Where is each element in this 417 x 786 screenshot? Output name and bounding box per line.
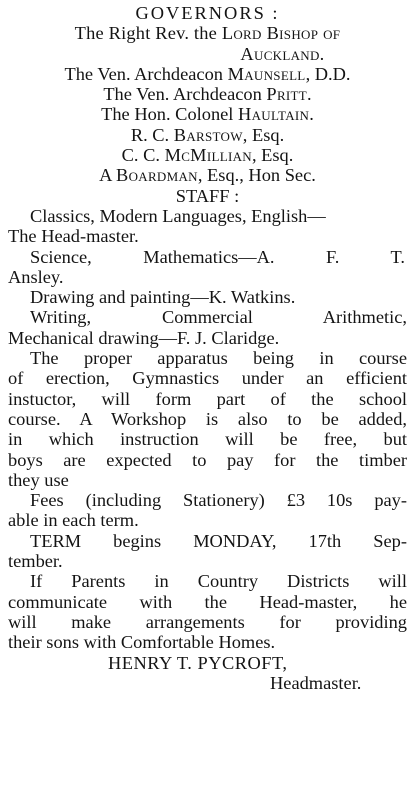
staff-line: Ansley. [8, 266, 64, 287]
governor-name: McMillian [164, 145, 252, 166]
governor-prefix: The Ven. Archdeacon [103, 84, 262, 105]
governor-prefix: The Hon. Colonel [101, 104, 234, 125]
notice-line: If Parents in Country Districts will [30, 571, 407, 592]
staff-line: Classics, Modern Languages, English— [30, 205, 326, 226]
notice-line: will make arrangements for providing [8, 611, 407, 632]
governor-1-continued: Auckland. [240, 43, 325, 64]
governor-6 [8, 145, 407, 165]
notice-line: TERM begins MONDAY, 17th Sep- [30, 530, 407, 551]
governor-name: Barstow [173, 124, 243, 145]
governor-prefix: The Right Rev. the [74, 23, 217, 44]
governor-5 [8, 125, 407, 145]
notice-line: in which instruction will be free, but [8, 429, 407, 450]
notice-line: boys are expected to pay for the timber [8, 449, 407, 470]
notice-line: able in each term. [8, 510, 139, 531]
governor-1 [8, 23, 407, 43]
notice-line: course. A Workshop is also to be added, [8, 408, 407, 429]
governor-4 [8, 104, 407, 124]
notice-line: tember. [8, 551, 63, 572]
governor-suffix: , D.D. [305, 63, 351, 84]
governor-suffix: . [307, 84, 312, 105]
governor-prefix: The Ven. Archdeacon [64, 63, 223, 84]
governor-suffix: , Esq., Hon Sec. [197, 165, 316, 186]
notice-line: The proper apparatus being in course [30, 348, 407, 369]
staff-line: Science, Mathematics—A. F. T. [30, 246, 405, 267]
staff-line: Mechanical drawing—F. J. Claridge. [8, 327, 280, 348]
governor-2 [8, 64, 407, 84]
governor-name: Pritt [266, 84, 308, 105]
governor-suffix: . [309, 104, 314, 125]
signature-name: HENRY T. PYCROFT, [108, 652, 288, 673]
governor-name: Boardman [116, 165, 198, 186]
staff-heading: STAFF : [175, 185, 240, 206]
notice-line: communicate with the Head-master, he [8, 591, 407, 612]
staff-line: Drawing and painting—K. Watkins. [30, 287, 296, 308]
governor-7 [8, 165, 407, 185]
governor-name: Haultain [238, 104, 310, 125]
governor-name: Maunsell [227, 63, 306, 84]
governors-heading: GOVERNORS : [135, 3, 280, 23]
governor-name: Lord Bishop of [221, 23, 341, 44]
staff-line: Writing, Commercial Arithmetic, [30, 307, 407, 328]
notice-line: they use [8, 469, 69, 490]
signature-title: Headmaster. [270, 672, 362, 693]
governor-prefix: C. C. [121, 145, 160, 166]
governor-3 [8, 84, 407, 104]
governor-prefix: R. C. [130, 124, 170, 145]
notice-line: Fees (including Stationery) £3 10s pay- [30, 490, 407, 511]
governor-suffix: , Esq. [242, 124, 285, 145]
notice-line: their sons with Comfortable Homes. [8, 632, 276, 653]
governor-suffix: , Esq. [251, 145, 294, 166]
staff-line: The Head-master. [8, 226, 139, 247]
notice-line: instuctor, will form part of the school [8, 388, 407, 409]
notice-line: of erection, Gymnastics under an efficient [8, 368, 407, 389]
governor-prefix: A [99, 165, 112, 186]
